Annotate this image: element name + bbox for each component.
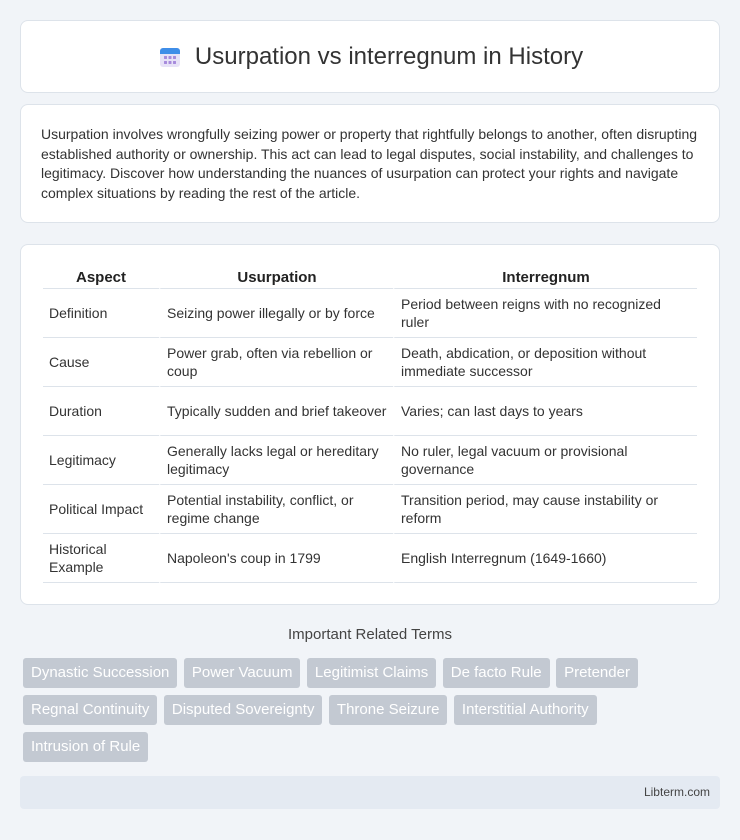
header-usurpation: Usurpation bbox=[159, 265, 393, 289]
cell-aspect: Duration bbox=[43, 387, 159, 436]
tag-de-facto-rule[interactable]: De facto Rule bbox=[443, 658, 550, 688]
table-row bbox=[43, 534, 697, 583]
tag-disputed-sovereignty[interactable]: Disputed Sovereignty bbox=[164, 695, 323, 725]
cell-interregnum: Death, abdication, or deposition without immediate successor bbox=[393, 338, 697, 387]
cell-aspect: Definition bbox=[43, 289, 159, 338]
table-row bbox=[43, 485, 697, 534]
cell-usurpation: Power grab, often via rebellion or coup bbox=[159, 338, 393, 387]
cell-usurpation: Generally lacks legal or hereditary legitimacy bbox=[159, 436, 393, 485]
tag-regnal-continuity[interactable]: Regnal Continuity bbox=[23, 695, 157, 725]
cell-usurpation: Potential instability, conflict, or regime change bbox=[159, 485, 393, 534]
cell-aspect: Legitimacy bbox=[43, 436, 159, 485]
header-interregnum: Interregnum bbox=[393, 265, 697, 289]
tag-legitimist-claims[interactable]: Legitimist Claims bbox=[307, 658, 436, 688]
related-terms-list bbox=[23, 658, 723, 769]
footer bbox=[20, 776, 720, 809]
cell-interregnum: No ruler, legal vacuum or provisional governance bbox=[393, 436, 697, 485]
table-row bbox=[43, 338, 697, 387]
title-card bbox=[20, 20, 720, 93]
table-row bbox=[43, 289, 697, 338]
cell-aspect: Cause bbox=[43, 338, 159, 387]
tag-intrusion-of-rule[interactable]: Intrusion of Rule bbox=[23, 732, 148, 762]
cell-interregnum: English Interregnum (1649-1660) bbox=[393, 534, 697, 583]
table-row bbox=[43, 436, 697, 485]
calendar-icon bbox=[157, 44, 183, 70]
cell-usurpation: Napoleon's coup in 1799 bbox=[159, 534, 393, 583]
page-title: Usurpation vs interregnum in History bbox=[194, 42, 584, 70]
cell-aspect: Historical Example bbox=[43, 534, 159, 583]
cell-interregnum: Period between reigns with no recognized ruler bbox=[393, 289, 697, 338]
intro-text: Usurpation involves wrongfully seizing power or property that rightfully belongs to another, often disrupting established authority or ownership. This act can lead to legal disputes, social instability, and challenges to legitimacy. Discover how understanding the nuances of usurpation can protect your rights and navigate complex situations by reading the rest of the article. bbox=[41, 126, 698, 201]
cell-interregnum: Varies; can last days to years bbox=[393, 387, 697, 436]
table-row bbox=[43, 387, 697, 436]
comparison-table bbox=[43, 265, 697, 583]
cell-interregnum: Transition period, may cause instability or reform bbox=[393, 485, 697, 534]
header-aspect: Aspect bbox=[43, 265, 159, 289]
intro-card bbox=[20, 104, 720, 223]
table-header-row bbox=[43, 265, 697, 289]
cell-usurpation: Typically sudden and brief takeover bbox=[159, 387, 393, 436]
cell-aspect: Political Impact bbox=[43, 485, 159, 534]
tag-power-vacuum[interactable]: Power Vacuum bbox=[184, 658, 301, 688]
tag-dynastic-succession[interactable]: Dynastic Succession bbox=[23, 658, 177, 688]
tag-interstitial-authority[interactable]: Interstitial Authority bbox=[454, 695, 597, 725]
footer-site-link[interactable]: Libterm.com bbox=[643, 785, 710, 799]
comparison-card bbox=[20, 244, 720, 605]
cell-usurpation: Seizing power illegally or by force bbox=[159, 289, 393, 338]
tag-pretender[interactable]: Pretender bbox=[556, 658, 638, 688]
tag-throne-seizure[interactable]: Throne Seizure bbox=[329, 695, 448, 725]
related-terms-title: Important Related Terms bbox=[288, 626, 452, 643]
